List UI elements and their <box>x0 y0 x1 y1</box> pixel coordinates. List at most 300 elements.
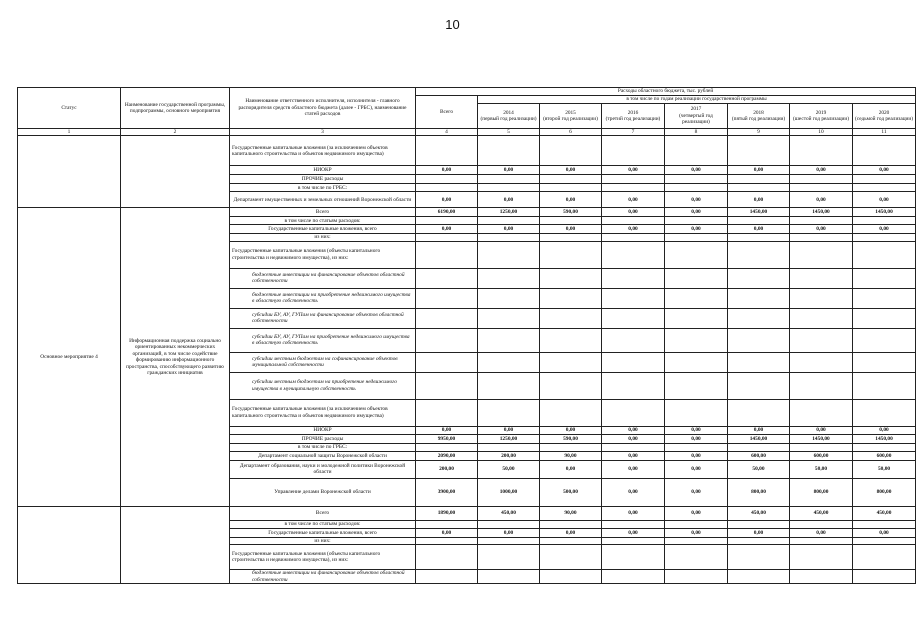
value-cell: 0,00 <box>416 528 478 537</box>
value-cell <box>853 545 916 570</box>
value-cell: 0,00 <box>416 225 478 234</box>
value-cell <box>853 234 916 241</box>
value-cell <box>602 372 665 399</box>
value-cell: 0,00 <box>602 528 665 537</box>
value-cell: 0,00 <box>790 192 853 208</box>
program-cell <box>121 506 230 583</box>
value-cell <box>728 234 790 241</box>
value-cell: 600,00 <box>853 451 916 460</box>
value-cell <box>602 241 665 268</box>
value-cell <box>665 545 728 570</box>
value-cell <box>790 570 853 584</box>
value-cell <box>478 241 540 268</box>
value-cell: 450,00 <box>853 506 916 520</box>
year-label: 2019 <box>815 109 827 116</box>
value-cell: 0,00 <box>540 192 602 208</box>
value-cell <box>416 352 478 372</box>
column-numbers-row <box>18 129 916 136</box>
value-cell <box>728 352 790 372</box>
row-label: из них: <box>230 234 416 241</box>
value-cell <box>540 241 602 268</box>
row-label: Государственные капитальные вложения (за исключением объектов капитального строительства и объектов недвижимого имущества) <box>230 136 416 166</box>
value-cell: 590,00 <box>540 208 602 217</box>
year-header <box>853 104 916 129</box>
value-cell <box>540 399 602 426</box>
row-label: субсидии БУ, АУ, ГУПам на финансирование объектов областной собственности <box>230 308 416 328</box>
value-cell: 0,00 <box>602 225 665 234</box>
value-cell <box>728 328 790 352</box>
value-cell: 0,00 <box>602 208 665 217</box>
value-cell: 0,00 <box>665 528 728 537</box>
value-cell: 2090,00 <box>416 451 478 460</box>
row-label: Департамент социальной защиты Воронежской области <box>230 451 416 460</box>
value-cell: 0,00 <box>665 460 728 478</box>
table-body <box>18 136 916 584</box>
row-label: субсидии БУ, АУ, ГУПам на приобретение недвижимого имущества в областную собственность <box>230 328 416 352</box>
value-cell <box>853 308 916 328</box>
year-note: (седьмой год реализации) <box>855 116 913 122</box>
value-cell: 0,00 <box>853 192 916 208</box>
row-label: субсидии местным бюджетам на приобретение недвижимого имущества в муниципальную собственность <box>230 372 416 399</box>
row-label: Всего <box>230 208 416 217</box>
value-cell <box>665 399 728 426</box>
status-cell <box>18 136 121 208</box>
value-cell <box>416 372 478 399</box>
year-header <box>790 104 853 129</box>
value-cell <box>478 175 540 184</box>
value-cell <box>665 184 728 192</box>
value-cell: 0,00 <box>602 192 665 208</box>
row-label: в том числе по ГРБС: <box>230 184 416 192</box>
value-cell <box>665 241 728 268</box>
value-cell: 0,00 <box>478 192 540 208</box>
value-cell: 0,00 <box>665 451 728 460</box>
value-cell: 90,00 <box>540 506 602 520</box>
value-cell <box>853 399 916 426</box>
value-cell <box>853 537 916 544</box>
value-cell: 0,00 <box>602 506 665 520</box>
value-cell <box>602 399 665 426</box>
value-cell: 0,00 <box>728 225 790 234</box>
row-label: ПРОЧИЕ расходы <box>230 434 416 443</box>
value-cell: 1250,00 <box>478 434 540 443</box>
value-cell <box>602 520 665 528</box>
value-cell <box>478 372 540 399</box>
table-header <box>18 88 916 136</box>
year-label: 2015 <box>565 109 576 116</box>
value-cell <box>416 136 478 166</box>
row-label: в том числе по статьям расходов: <box>230 520 416 528</box>
program-name-header: Наименование государственной программы, подпрограммы, основного мероприятия <box>121 88 230 129</box>
value-cell <box>540 217 602 225</box>
year-header <box>665 104 728 129</box>
value-cell <box>728 268 790 288</box>
year-header <box>540 104 602 129</box>
value-cell: 450,00 <box>728 506 790 520</box>
row-label: бюджетные инвестиции на приобретение недвижимого имущества в областную собственность <box>230 288 416 308</box>
value-cell: 3900,00 <box>416 478 478 506</box>
row-label: НИОКР <box>230 426 416 434</box>
value-cell <box>416 545 478 570</box>
value-cell: 800,00 <box>790 478 853 506</box>
value-cell <box>790 234 853 241</box>
value-cell <box>540 184 602 192</box>
status-header: Статус <box>18 88 121 129</box>
row-label: Государственные капитальные вложения, всего <box>230 225 416 234</box>
value-cell: 0,00 <box>478 528 540 537</box>
value-cell <box>853 217 916 225</box>
value-cell <box>728 545 790 570</box>
value-cell <box>728 241 790 268</box>
value-cell <box>728 570 790 584</box>
value-cell: 1450,00 <box>790 208 853 217</box>
value-cell <box>540 372 602 399</box>
value-cell <box>790 443 853 451</box>
value-cell: 0,00 <box>853 528 916 537</box>
value-cell: 1450,00 <box>728 208 790 217</box>
value-cell <box>853 520 916 528</box>
value-cell <box>416 241 478 268</box>
row-label: Департамент имущественных и земельных отношений Воронежской области <box>230 192 416 208</box>
value-cell: 0,00 <box>665 166 728 175</box>
value-cell <box>602 217 665 225</box>
total-header: Всего <box>416 96 478 129</box>
value-cell <box>478 399 540 426</box>
value-cell: 0,00 <box>540 166 602 175</box>
value-cell <box>790 352 853 372</box>
value-cell <box>790 520 853 528</box>
column-number: 2 <box>121 129 230 136</box>
value-cell: 9950,00 <box>416 434 478 443</box>
value-cell <box>853 372 916 399</box>
value-cell <box>540 268 602 288</box>
value-cell: 450,00 <box>790 506 853 520</box>
value-cell <box>790 288 853 308</box>
value-cell: 1450,00 <box>853 208 916 217</box>
value-cell <box>602 308 665 328</box>
value-cell <box>665 443 728 451</box>
row-label: Всего <box>230 506 416 520</box>
value-cell <box>665 520 728 528</box>
value-cell <box>853 352 916 372</box>
column-number: 3 <box>230 129 416 136</box>
value-cell <box>728 308 790 328</box>
value-cell: 0,00 <box>665 506 728 520</box>
value-cell <box>665 234 728 241</box>
value-cell <box>665 288 728 308</box>
value-cell <box>478 234 540 241</box>
value-cell <box>416 268 478 288</box>
value-cell <box>790 328 853 352</box>
value-cell <box>665 537 728 544</box>
expenses-header: Расходы областного бюджета, тыс. рублей <box>416 88 916 96</box>
value-cell <box>853 328 916 352</box>
value-cell: 0,00 <box>416 166 478 175</box>
value-cell <box>540 443 602 451</box>
column-number: 10 <box>790 129 853 136</box>
value-cell: 0,00 <box>478 166 540 175</box>
value-cell: 0,00 <box>790 426 853 434</box>
value-cell: 600,00 <box>728 451 790 460</box>
row-label: Государственные капитальные вложения, всего <box>230 528 416 537</box>
value-cell <box>416 537 478 544</box>
value-cell: 800,00 <box>853 478 916 506</box>
row-label: Департамент образования, науки и молодежной политики Воронежской области <box>230 460 416 478</box>
value-cell: 200,00 <box>416 460 478 478</box>
table-row <box>18 208 916 217</box>
value-cell <box>602 268 665 288</box>
year-header <box>728 104 790 129</box>
value-cell: 50,00 <box>728 460 790 478</box>
year-note: (первый год реализации) <box>480 116 537 122</box>
value-cell <box>728 399 790 426</box>
year-note: (третий год реализации) <box>605 116 661 122</box>
value-cell <box>478 443 540 451</box>
value-cell: 0,00 <box>602 451 665 460</box>
value-cell <box>540 234 602 241</box>
row-label: Государственные капитальные вложения (объекты капитального строительства и недвижимого имущества), из них: <box>230 545 416 570</box>
value-cell: 500,00 <box>540 478 602 506</box>
value-cell: 0,00 <box>602 478 665 506</box>
value-cell <box>790 537 853 544</box>
value-cell: 50,00 <box>790 460 853 478</box>
value-cell <box>478 184 540 192</box>
row-label: ПРОЧИЕ расходы <box>230 175 416 184</box>
value-cell <box>728 443 790 451</box>
value-cell <box>728 217 790 225</box>
value-cell <box>540 136 602 166</box>
value-cell: 200,00 <box>478 451 540 460</box>
value-cell <box>540 537 602 544</box>
year-note: (четвертый год реализации) <box>679 112 713 126</box>
value-cell <box>853 288 916 308</box>
value-cell <box>540 175 602 184</box>
column-number: 4 <box>416 129 478 136</box>
value-cell: 90,00 <box>540 451 602 460</box>
value-cell: 1450,00 <box>728 434 790 443</box>
value-cell: 0,00 <box>602 434 665 443</box>
row-label: в том числе по статьям расходов: <box>230 217 416 225</box>
value-cell <box>416 308 478 328</box>
value-cell <box>602 328 665 352</box>
value-cell <box>602 234 665 241</box>
value-cell <box>728 175 790 184</box>
value-cell: 0,00 <box>540 460 602 478</box>
value-cell <box>790 545 853 570</box>
value-cell <box>478 352 540 372</box>
row-label: из них: <box>230 537 416 544</box>
column-number: 7 <box>602 129 665 136</box>
value-cell: 0,00 <box>728 192 790 208</box>
value-cell <box>602 545 665 570</box>
value-cell: 50,00 <box>478 460 540 478</box>
value-cell <box>665 308 728 328</box>
value-cell <box>416 328 478 352</box>
page-number: 10 <box>445 17 460 32</box>
value-cell: 50,00 <box>853 460 916 478</box>
value-cell <box>478 545 540 570</box>
value-cell <box>478 308 540 328</box>
value-cell <box>602 443 665 451</box>
value-cell <box>665 328 728 352</box>
value-cell <box>790 184 853 192</box>
value-cell: 0,00 <box>790 528 853 537</box>
value-cell <box>416 234 478 241</box>
value-cell: 0,00 <box>665 192 728 208</box>
value-cell <box>665 136 728 166</box>
value-cell: 0,00 <box>853 166 916 175</box>
value-cell <box>790 399 853 426</box>
value-cell <box>478 570 540 584</box>
year-label: 2017 <box>690 106 702 113</box>
value-cell <box>790 217 853 225</box>
column-number: 5 <box>478 129 540 136</box>
value-cell: 450,00 <box>478 506 540 520</box>
value-cell <box>853 136 916 166</box>
value-cell <box>665 217 728 225</box>
value-cell <box>416 399 478 426</box>
value-cell <box>540 308 602 328</box>
value-cell <box>665 352 728 372</box>
value-cell <box>853 443 916 451</box>
value-cell <box>665 268 728 288</box>
value-cell <box>478 136 540 166</box>
year-label: 2016 <box>627 109 639 116</box>
row-label: бюджетные инвестиции на финансирование объектов областной собственности <box>230 268 416 288</box>
value-cell <box>853 184 916 192</box>
value-cell: 600,00 <box>790 451 853 460</box>
value-cell: 0,00 <box>416 192 478 208</box>
value-cell <box>853 268 916 288</box>
year-label: 2014 <box>503 109 514 116</box>
value-cell <box>853 241 916 268</box>
column-number: 8 <box>665 129 728 136</box>
value-cell <box>728 537 790 544</box>
program-cell <box>121 136 230 208</box>
column-number: 6 <box>540 129 602 136</box>
value-cell: 590,00 <box>540 434 602 443</box>
value-cell: 1890,00 <box>416 506 478 520</box>
year-note: (шестой год реализации) <box>793 116 849 122</box>
value-cell <box>790 241 853 268</box>
expenses-table <box>17 87 916 584</box>
value-cell <box>602 175 665 184</box>
by-years-header: в том числе по годам реализации государственной программы <box>478 96 916 104</box>
value-cell <box>602 288 665 308</box>
row-label: НИОКР <box>230 166 416 175</box>
status-cell: Основное мероприятие 4 <box>18 208 121 506</box>
value-cell <box>602 184 665 192</box>
value-cell: 0,00 <box>665 208 728 217</box>
year-header <box>602 104 665 129</box>
value-cell: 0,00 <box>478 426 540 434</box>
value-cell: 0,00 <box>853 225 916 234</box>
column-number: 11 <box>853 129 916 136</box>
value-cell: 0,00 <box>665 426 728 434</box>
value-cell <box>665 175 728 184</box>
value-cell: 1250,00 <box>478 208 540 217</box>
year-header <box>478 104 540 129</box>
value-cell <box>540 352 602 372</box>
value-cell: 0,00 <box>665 478 728 506</box>
column-number: 1 <box>18 129 121 136</box>
value-cell <box>602 570 665 584</box>
value-cell: 0,00 <box>602 460 665 478</box>
value-cell: 0,00 <box>728 426 790 434</box>
value-cell <box>790 268 853 288</box>
row-label: Государственные капитальные вложения (за исключением объектов капитального строительства и объектов недвижимого имущества) <box>230 399 416 426</box>
value-cell <box>540 288 602 308</box>
value-cell <box>540 520 602 528</box>
value-cell <box>853 175 916 184</box>
year-label: 2018 <box>753 109 764 116</box>
value-cell <box>853 570 916 584</box>
value-cell: 1450,00 <box>853 434 916 443</box>
value-cell <box>478 537 540 544</box>
value-cell <box>602 136 665 166</box>
row-label: субсидии местным бюджетам на софинансирование объектов муниципальной собственности <box>230 352 416 372</box>
value-cell <box>540 328 602 352</box>
value-cell: 0,00 <box>665 434 728 443</box>
executor-name-header: Наименование ответственного исполнителя, исполнителя - главного распорядителя средств областного бюджета (далее - ГРБС), наименование статей расходов <box>230 88 416 129</box>
value-cell <box>540 545 602 570</box>
value-cell: 0,00 <box>602 166 665 175</box>
value-cell <box>728 288 790 308</box>
value-cell: 1000,00 <box>478 478 540 506</box>
value-cell: 0,00 <box>478 225 540 234</box>
value-cell: 1450,00 <box>790 434 853 443</box>
value-cell <box>416 570 478 584</box>
value-cell <box>416 175 478 184</box>
value-cell: 0,00 <box>853 426 916 434</box>
value-cell: 0,00 <box>416 426 478 434</box>
value-cell <box>602 537 665 544</box>
value-cell <box>728 372 790 399</box>
value-cell: 6190,00 <box>416 208 478 217</box>
table-row <box>18 136 916 166</box>
value-cell <box>790 175 853 184</box>
value-cell: 0,00 <box>540 225 602 234</box>
table-row <box>18 506 916 520</box>
row-label: Государственные капитальные вложения (объекты капитального строительства и недвижимого имущества), из них: <box>230 241 416 268</box>
value-cell: 0,00 <box>728 528 790 537</box>
year-note: (пятый год реализации) <box>731 116 786 122</box>
value-cell <box>665 570 728 584</box>
value-cell: 0,00 <box>790 225 853 234</box>
value-cell: 0,00 <box>540 528 602 537</box>
value-cell: 0,00 <box>602 426 665 434</box>
value-cell: 800,00 <box>728 478 790 506</box>
value-cell: 0,00 <box>728 166 790 175</box>
value-cell <box>416 184 478 192</box>
value-cell <box>416 217 478 225</box>
value-cell <box>478 328 540 352</box>
year-note: (второй год реализации) <box>543 116 598 122</box>
value-cell <box>790 308 853 328</box>
value-cell <box>602 352 665 372</box>
value-cell <box>416 288 478 308</box>
value-cell <box>478 520 540 528</box>
value-cell: 0,00 <box>540 426 602 434</box>
row-label: бюджетные инвестиции на финансирование объектов областной собственности <box>230 570 416 584</box>
value-cell: 0,00 <box>790 166 853 175</box>
year-label: 2020 <box>878 109 890 116</box>
value-cell <box>790 136 853 166</box>
value-cell <box>540 570 602 584</box>
row-label: в том числе по ГРБС: <box>230 443 416 451</box>
value-cell <box>416 443 478 451</box>
value-cell <box>728 184 790 192</box>
